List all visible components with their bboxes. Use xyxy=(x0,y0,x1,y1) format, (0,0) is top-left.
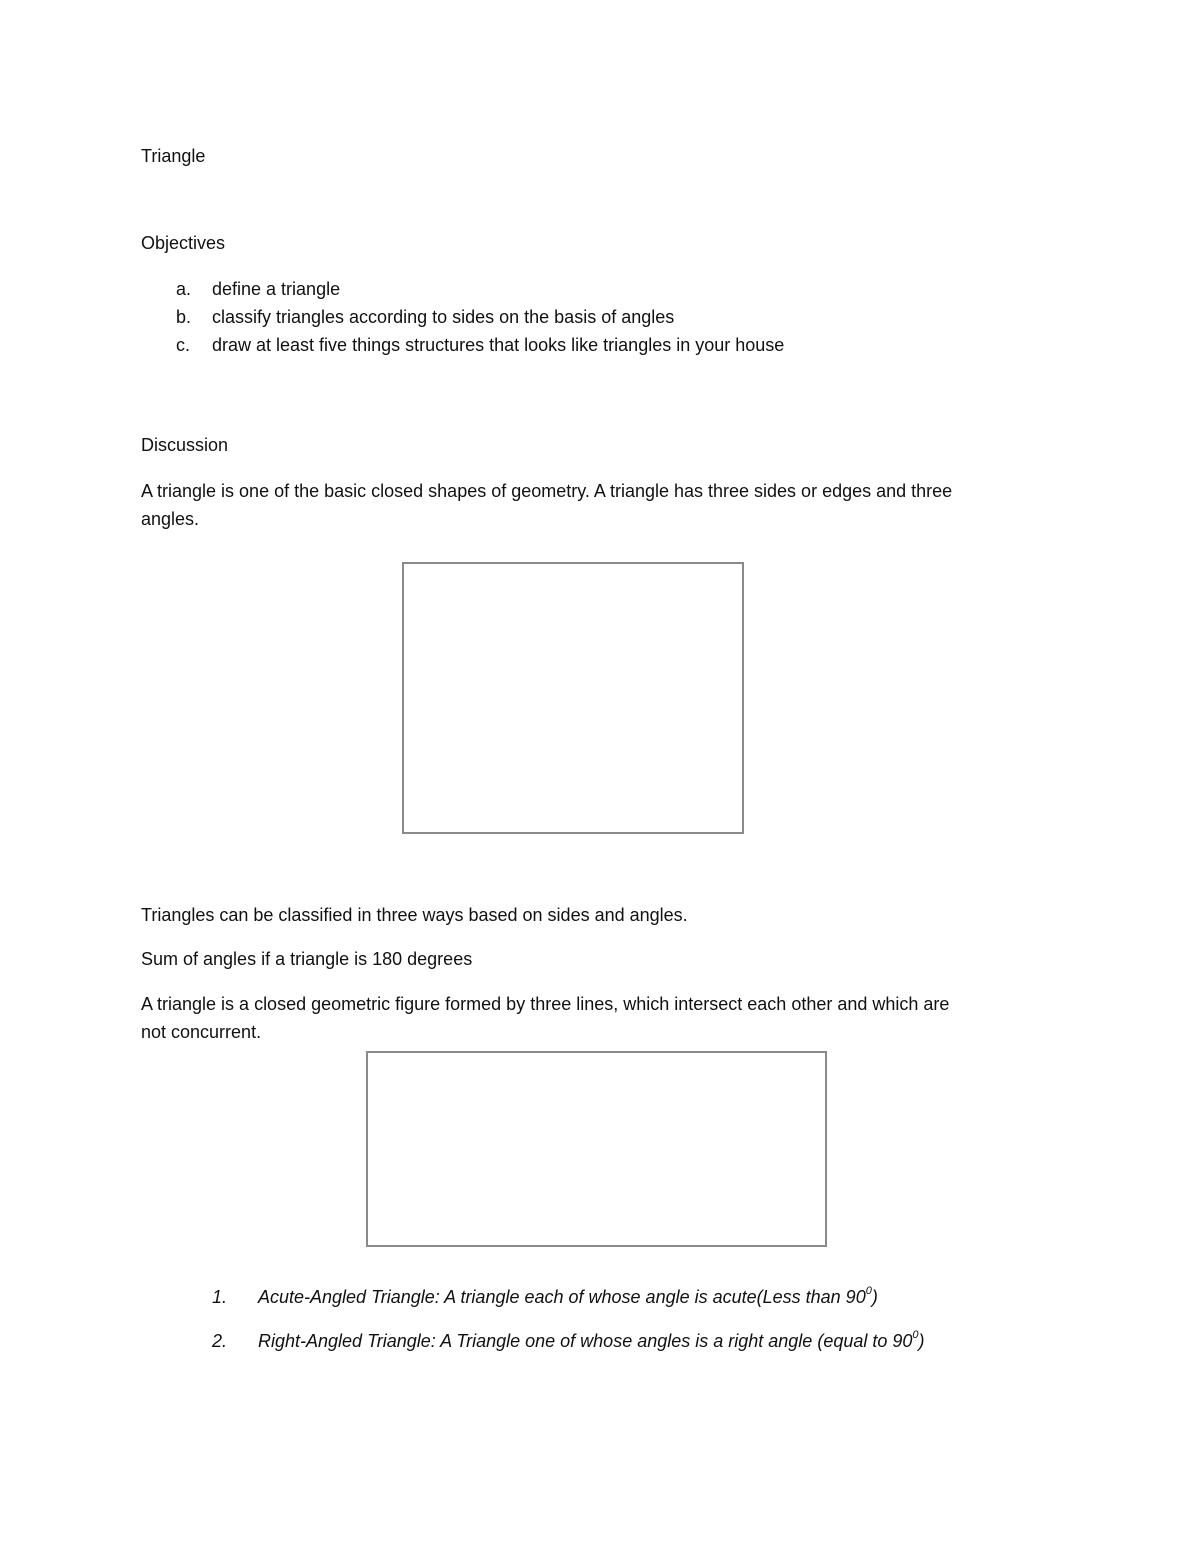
paragraph: A triangle is one of the basic closed shapes of geometry. A triangle has three sides or edges and three xyxy=(141,481,953,501)
list-item-text: draw at least five things structures that looks like triangles in your house xyxy=(212,335,785,355)
objectives-heading: Objectives xyxy=(141,233,226,253)
list-item-text xyxy=(258,1283,878,1311)
list-number: 1. xyxy=(212,1287,228,1307)
paragraph: Sum of angles if a triangle is 180 degrees xyxy=(141,949,473,969)
list-item-text xyxy=(258,1327,925,1355)
closing-paren: ) xyxy=(918,1331,925,1351)
discussion-heading: Discussion xyxy=(141,435,229,455)
list-marker: c. xyxy=(176,335,191,355)
list-item-body: Acute-Angled Triangle: A triangle each of whose angle is acute(Less than 90 xyxy=(258,1287,866,1307)
closing-paren: ) xyxy=(871,1287,878,1307)
list-number: 2. xyxy=(212,1331,228,1351)
list-item-text: define a triangle xyxy=(212,279,341,299)
paragraph: not concurrent. xyxy=(141,1022,262,1042)
document-title: Triangle xyxy=(141,146,206,166)
image-placeholder xyxy=(402,562,744,834)
image-placeholder xyxy=(366,1051,827,1247)
paragraph: A triangle is a closed geometric figure formed by three lines, which intersect each other and which are xyxy=(141,994,950,1014)
superscript: 0 xyxy=(912,1329,919,1341)
list-item-body: Right-Angled Triangle: A Triangle one of whose angles is a right angle (equal to 90 xyxy=(258,1331,913,1351)
list-item-text: classify triangles according to sides on the basis of angles xyxy=(212,307,675,327)
list-marker: b. xyxy=(176,307,192,327)
superscript: 0 xyxy=(865,1285,872,1297)
paragraph: angles. xyxy=(141,509,200,529)
list-marker: a. xyxy=(176,279,192,299)
paragraph: Triangles can be classified in three ways based on sides and angles. xyxy=(141,905,688,925)
